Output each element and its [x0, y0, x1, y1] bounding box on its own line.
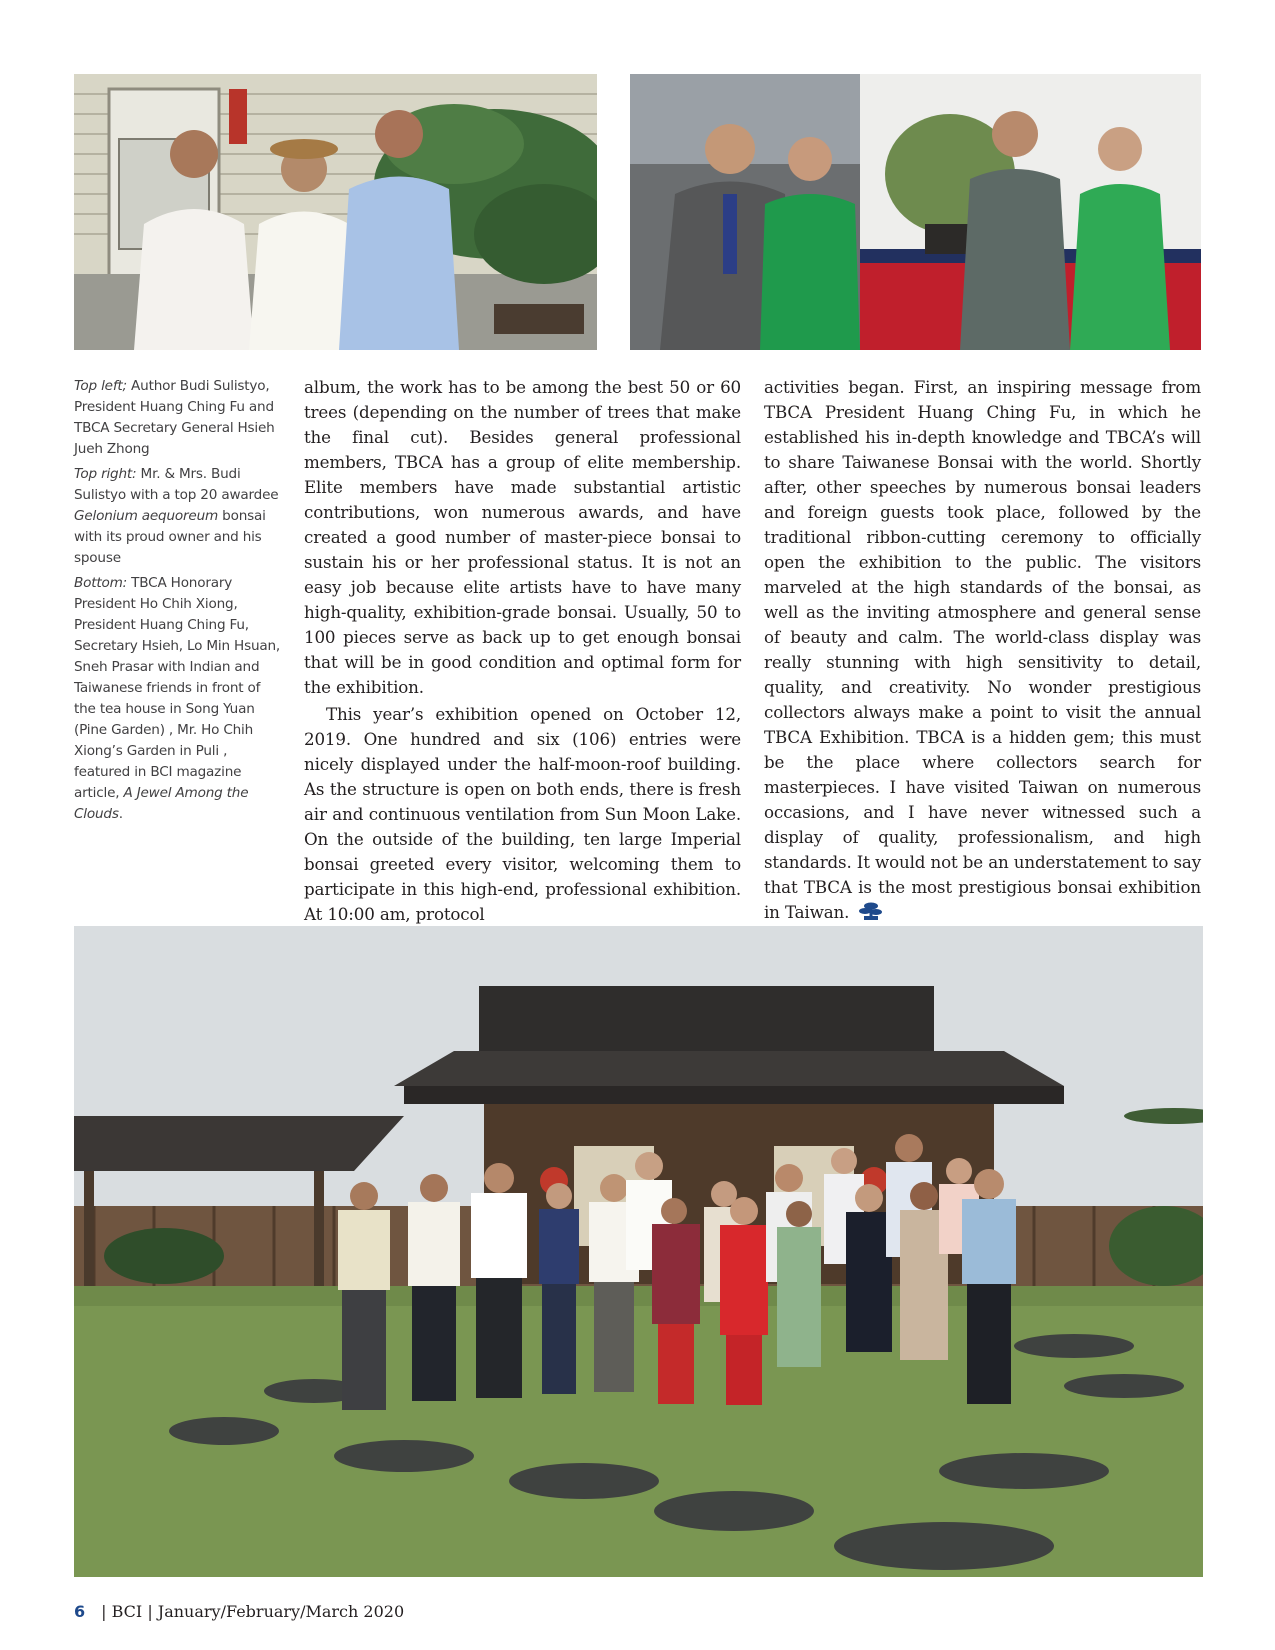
caption-species-name: Gelonium aequoreum — [74, 508, 219, 524]
caption-text: bonsai with its proud owner and his spouse — [74, 508, 266, 566]
article-column-right — [764, 375, 1201, 925]
photo-captions — [74, 376, 282, 829]
caption-top-right — [74, 464, 282, 569]
caption-text: Mr. & Mrs. Budi Sulistyo with a top 20 awardee — [74, 466, 279, 503]
bonsai-tree-icon — [859, 901, 883, 921]
article-paragraph: album, the work has to be among the best 50 or 60 trees (depending on the number of trees that make the final cut). Besides general professional members, TBCA has a group of elite membership. Elite members have made substantial artistic contributions, won numerous awards, and have created a good number of master-piece bonsai to sustain his or her professional status. It is not an easy job because elite artists have to have many high-quality, exhibition-grade bonsai. Usually, 50 to 100 pieces serve as back up to get enough bonsai that will be in good condition and optimal form for the exhibition. — [304, 377, 741, 697]
caption-text: TBCA Honorary President Ho Chih Xiong, President Huang Ching Fu, Secretary Hsieh, Lo Min Hsuan, Sneh Prasar with Indian and Taiwanese friends in front of the tea house in Song Yuan (Pine Garden) , Mr. Ho Chih Xiong’s Garden in Puli , featured in BCI magazine article, — [74, 575, 281, 801]
photo-top-right — [630, 74, 1201, 350]
article-paragraph-text: activities began. First, an inspiring message from TBCA President Huang Ching Fu, in which he established his in-depth knowledge and TBCA’s will to share Taiwanese Bonsai with the world. Shortly after, other speeches by numerous bonsai leaders and foreign guests took place, followed by the traditional ribbon-cutting ceremony to officially open the exhibition to the public. The visitors marveled at the high standards of the bonsai, as well as the inviting atmosphere and general sense of beauty and calm. The world-class display was really stunning with high sensitivity to detail, quality, and creativity. No wonder prestigious collectors always make a point to visit the annual TBCA Exhibition. TBCA is a hidden gem; this must be the place where collectors search for masterpieces. I have visited Taiwan on numerous occasions, and I have never witnessed such a display of quality, professionalism, and high standards. It would not be an understatement to say that TBCA is the most prestigious bonsai exhibition in Taiwan. — [764, 377, 1201, 922]
running-footer: | BCI | January/February/March 2020 — [101, 1602, 405, 1621]
page-number: 6 — [74, 1602, 86, 1621]
photo-top-left — [74, 74, 597, 350]
caption-text: Author Budi Sulistyo, President Huang Ching Fu and TBCA Secretary General Hsieh Jueh Zhong — [74, 378, 275, 457]
article-column-middle — [304, 375, 741, 927]
article-paragraph — [764, 375, 1201, 925]
photo-bottom-group — [74, 926, 1203, 1577]
page-footer — [74, 1602, 404, 1621]
caption-lead: Top left; — [74, 378, 127, 394]
caption-bottom — [74, 573, 282, 825]
caption-text: . — [118, 806, 123, 822]
article-paragraph: This year’s exhibition opened on October 12, 2019. One hundred and six (106) entries were nicely displayed under the half-moon-roof building. As the structure is open on both ends, there is fresh air and continuous ventilation from Sun Moon Lake. On the outside of the building, ten large Imperial bonsai greeted every visitor, welcoming them to participate in this high-end, professional exhibition. At 10:00 am, protocol — [304, 704, 741, 924]
caption-article-title: A Jewel Among the Clouds — [74, 785, 249, 822]
caption-lead: Top right: — [74, 466, 137, 482]
caption-lead: Bottom: — [74, 575, 128, 591]
caption-top-left — [74, 376, 282, 460]
